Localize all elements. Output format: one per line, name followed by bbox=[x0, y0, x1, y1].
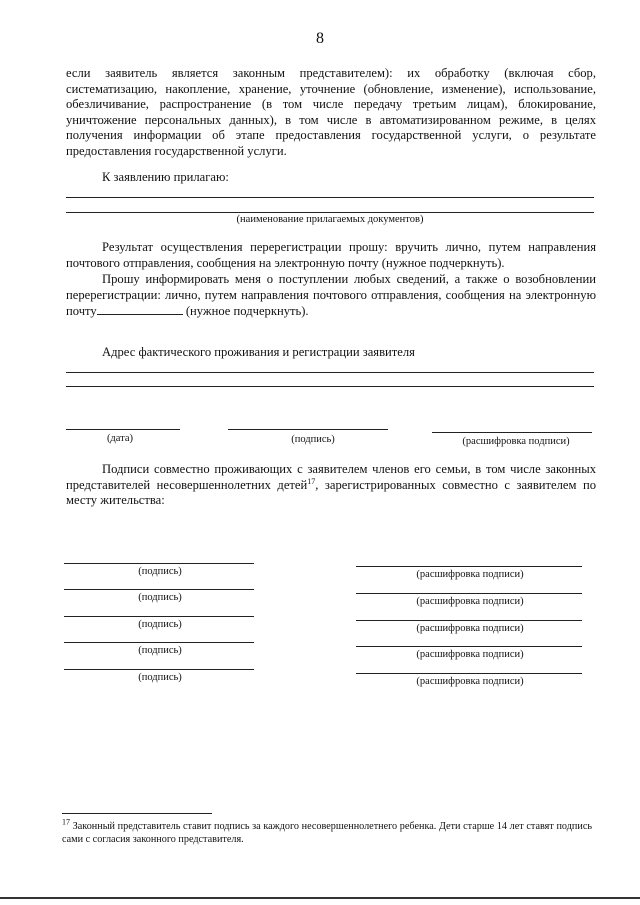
family-signature-line[interactable] bbox=[64, 616, 254, 617]
applicant-signature-caption: (подпись) bbox=[291, 434, 335, 445]
family-signature-line[interactable] bbox=[64, 669, 254, 670]
applicant-signature-line[interactable] bbox=[228, 429, 388, 430]
family-text-end: , зарегистрированных совместно с заявителем по месту жительства: bbox=[66, 477, 596, 508]
applicant-decoding-caption: (расшифровка подписи) bbox=[462, 436, 570, 447]
family-signature-caption: (подпись) bbox=[138, 672, 182, 683]
address-line-1[interactable] bbox=[66, 372, 594, 373]
attachments-heading: К заявлению прилагаю: bbox=[102, 170, 229, 184]
family-signature-line[interactable] bbox=[64, 589, 254, 590]
family-decoding-line[interactable] bbox=[356, 593, 582, 594]
family-decoding-caption: (расшифровка подписи) bbox=[416, 596, 524, 607]
family-decoding-caption: (расшифровка подписи) bbox=[416, 649, 524, 660]
attachments-line-2[interactable] bbox=[66, 212, 594, 213]
page-bottom-edge bbox=[0, 897, 640, 899]
family-decoding-line[interactable] bbox=[356, 673, 582, 674]
address-heading: Адрес фактического проживания и регистрации заявителя bbox=[102, 345, 415, 359]
family-decoding-caption: (расшифровка подписи) bbox=[416, 623, 524, 634]
family-signature-caption: (подпись) bbox=[138, 645, 182, 656]
family-signatures-text bbox=[66, 462, 596, 509]
footnote-reference: 17 bbox=[307, 476, 316, 486]
address-line-2[interactable] bbox=[66, 386, 594, 387]
family-decoding-caption: (расшифровка подписи) bbox=[416, 569, 524, 580]
family-signature-caption: (подпись) bbox=[138, 566, 182, 577]
date-caption: (дата) bbox=[106, 433, 134, 444]
footnote-separator bbox=[62, 813, 212, 814]
footnote-text bbox=[62, 817, 592, 846]
result-delivery-text: Результат осуществления перерегистрации прошу: вручить лично, путем направления почтового отправления, сообщения на электронную почту (нужное подчеркнуть). bbox=[66, 240, 596, 270]
footnote-mark: 17 bbox=[62, 817, 70, 827]
family-decoding-line[interactable] bbox=[356, 646, 582, 647]
date-line[interactable] bbox=[66, 429, 180, 430]
inform-request-text bbox=[66, 272, 596, 320]
attachments-caption: (наименование прилагаемых документов) bbox=[236, 214, 424, 225]
family-signature-caption: (подпись) bbox=[138, 619, 182, 630]
family-signature-caption: (подпись) bbox=[138, 592, 182, 603]
attachments-line-1[interactable] bbox=[66, 197, 594, 198]
applicant-decoding-line[interactable] bbox=[432, 432, 592, 433]
family-decoding-line[interactable] bbox=[356, 566, 582, 567]
page-number: 8 bbox=[316, 30, 324, 47]
family-decoding-caption: (расшифровка подписи) bbox=[416, 676, 524, 687]
family-decoding-line[interactable] bbox=[356, 620, 582, 621]
consent-continuation-text: если заявитель является законным представителем): их обработку (включая сбор, систематизацию, накопление, хранение, уточнение (обновление, изменение), использование, обезличивание, распространение (в том числе передачу третьим лицам), блокирование, уничтожение персональных данных), в том числе в автоматизированном режиме, в целях получения информации об этапе предоставления государственной услуги, о результате предоставления государственной услуги. bbox=[66, 66, 596, 158]
inform-request-note: (нужное подчеркнуть). bbox=[185, 304, 309, 319]
inform-request-main: Прошу информировать меня о поступлении любых сведений, а также о возобновлении перерегистрации: лично, путем направления почтового отправления, сообщения на электронную почту bbox=[66, 272, 596, 319]
footnote-body: Законный представитель ставит подпись за каждого несовершеннолетнего ребенка. Дети старше 14 лет ставят подпись сами с согласия законного представителя. bbox=[62, 821, 592, 845]
email-blank-field[interactable] bbox=[97, 303, 183, 315]
family-text-main: Подписи совместно проживающих с заявителем членов его семьи, в том числе законных представителей несовершеннолетних детей bbox=[66, 462, 596, 492]
family-signature-line[interactable] bbox=[64, 563, 254, 564]
family-signature-line[interactable] bbox=[64, 642, 254, 643]
